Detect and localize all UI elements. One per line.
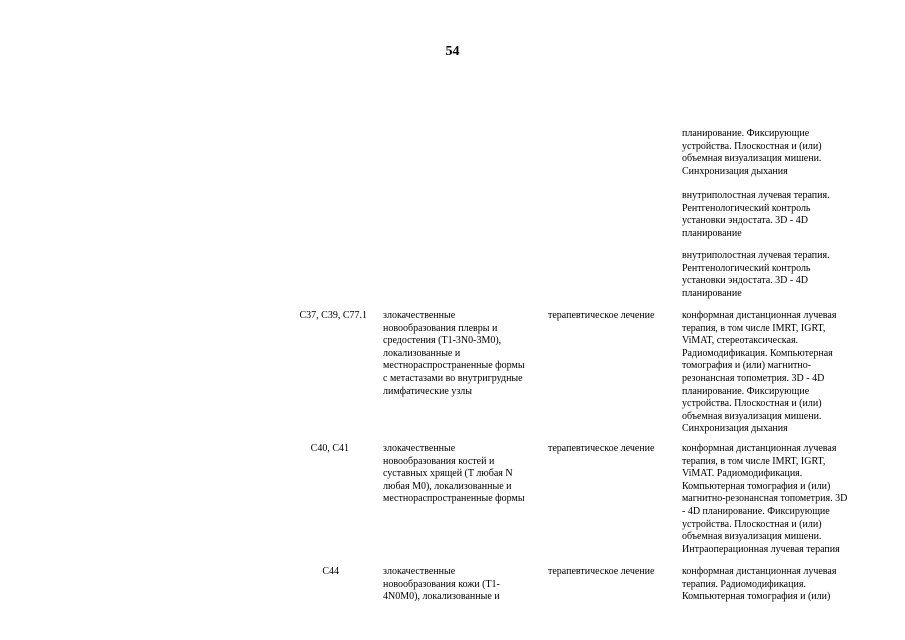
- text-line: средостения (T1-3N0-3M0),: [383, 335, 502, 347]
- text-line: Радиомодификация. Компьютерная: [682, 347, 833, 359]
- text-line: внутриполостная лучевая терапия.: [682, 250, 830, 261]
- text-line: терапия, в том числе IMRT, IGRT,: [682, 322, 826, 334]
- text-line: планирование. Фиксирующие: [682, 385, 810, 397]
- text-line: томография и (или) магнитно-: [682, 360, 812, 372]
- text-line: местнораспространенные формы: [383, 360, 525, 372]
- method-cell: [682, 566, 862, 604]
- text-line: конформная дистанционная лучевая: [682, 443, 837, 454]
- method-cell: [682, 310, 862, 436]
- method-cell: [682, 443, 862, 556]
- text-line: новообразования плевры и: [383, 322, 498, 334]
- text-line: планирование: [682, 287, 742, 299]
- text-line: резонансная топометрия. 3D - 4D: [682, 372, 825, 384]
- text-line: с метастазами во внутригрудные: [383, 372, 523, 384]
- icd-code: C40, C41: [310, 443, 349, 454]
- text-line: ViMAT. Радиомодификация.: [682, 468, 803, 480]
- text-line: устройства. Плоскостная и (или): [682, 518, 822, 530]
- text-line: объемная визуализация мишени.: [682, 153, 822, 165]
- diagnosis-cell: [383, 443, 543, 506]
- text-line: лимфатические узлы: [383, 385, 473, 397]
- text-line: конформная дистанционная лучевая: [682, 310, 837, 321]
- text-line: любая M0), локализованные и: [383, 480, 512, 492]
- text-line: конформная дистанционная лучевая: [682, 566, 837, 577]
- text-line: объемная визуализация мишени.: [682, 531, 822, 543]
- text-line: локализованные и: [383, 347, 461, 359]
- text-line: устройства. Плоскостная и (или): [682, 398, 822, 410]
- text-line: местнораспространенные формы: [383, 493, 525, 505]
- text-line: суставных хрящей (T любая N: [383, 468, 513, 480]
- continuation-paragraph: [682, 190, 830, 240]
- text-line: планирование. Фиксирующие: [682, 128, 810, 139]
- text-line: новообразования кожи (T1-: [383, 578, 500, 590]
- text-line: магнитно-резонансная топометрия. 3D: [682, 493, 848, 505]
- text-line: злокачественные: [383, 310, 456, 321]
- text-line: терапия. Радиомодификация.: [682, 578, 806, 590]
- text-line: объемная визуализация мишени.: [682, 410, 822, 422]
- continuation-paragraph: [682, 250, 830, 300]
- text-line: Интраоперационная лучевая терапия: [682, 543, 840, 555]
- text-line: планирование: [682, 227, 742, 239]
- text-line: Рентгенологический контроль: [682, 262, 811, 274]
- diagnosis-cell: [383, 310, 543, 398]
- page-number: 54: [445, 44, 460, 59]
- icd-code: C37, C39, C77.1: [299, 310, 367, 321]
- text-line: внутриполостная лучевая терапия.: [682, 190, 830, 201]
- icd-code: C44: [322, 566, 339, 577]
- continuation-paragraph: [682, 128, 822, 178]
- text-line: Рентгенологический контроль: [682, 202, 811, 214]
- text-line: установки эндостата. 3D - 4D: [682, 275, 808, 287]
- text-line: злокачественные: [383, 566, 456, 577]
- text-line: Компьютерная томография и (или): [682, 480, 831, 492]
- text-line: ViMAT, стереотаксическая.: [682, 335, 799, 347]
- text-line: устройства. Плоскостная и (или): [682, 140, 822, 152]
- text-line: Синхронизация дыхания: [682, 423, 788, 435]
- text-line: установки эндостата. 3D - 4D: [682, 215, 808, 227]
- text-line: Компьютерная томография и (или): [682, 591, 831, 603]
- text-line: новообразования костей и: [383, 455, 495, 467]
- text-line: терапия, в том числе IMRT, IGRT,: [682, 455, 826, 467]
- text-line: - 4D планирование. Фиксирующие: [682, 505, 830, 517]
- treatment-type: терапевтическое лечение: [548, 566, 655, 577]
- text-line: Синхронизация дыхания: [682, 165, 788, 177]
- text-line: злокачественные: [383, 443, 456, 454]
- treatment-type: терапевтическое лечение: [548, 443, 655, 454]
- text-line: 4N0M0), локализованные и: [383, 591, 500, 603]
- treatment-type: терапевтическое лечение: [548, 310, 655, 321]
- diagnosis-cell: [383, 566, 543, 604]
